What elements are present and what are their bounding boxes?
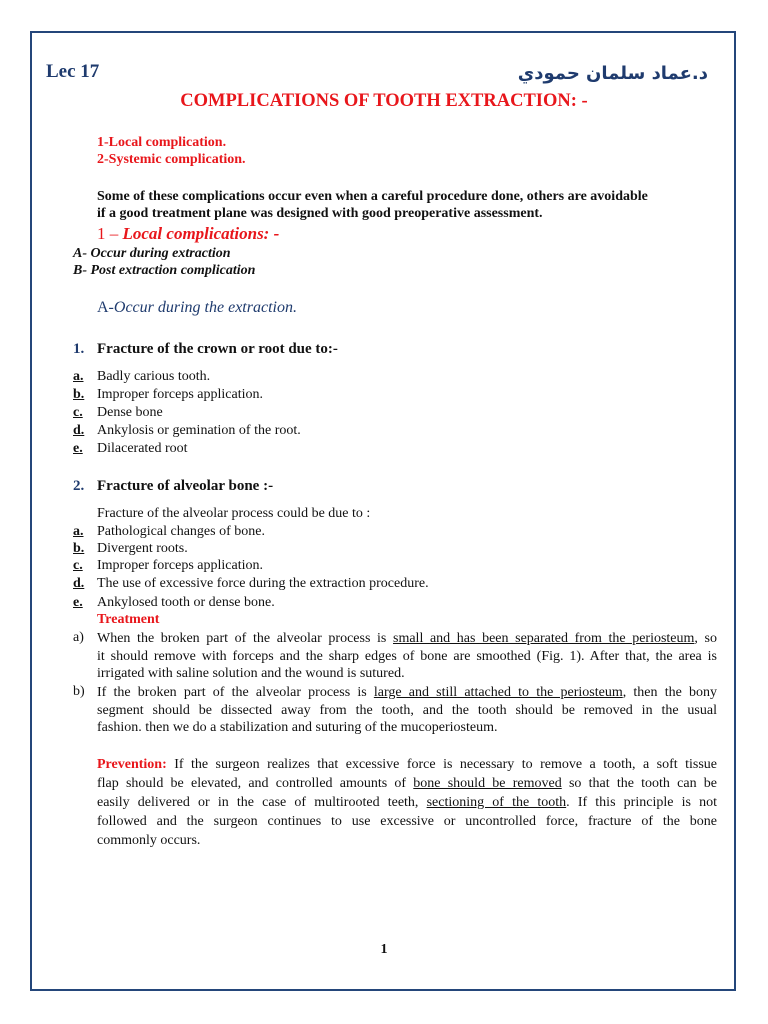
treatment-a-line-3: irrigated with saline solution and the wound is sutured.	[97, 666, 405, 681]
list-item	[73, 595, 275, 611]
list-item	[73, 441, 188, 457]
treatment-b-label: b)	[73, 684, 85, 699]
section-a-heading	[97, 299, 297, 317]
list-label: a.	[73, 524, 84, 539]
prevention-line-1	[97, 755, 717, 774]
text-span: When the broken part of the alveolar process is	[97, 631, 393, 646]
section-a-text: Occur during the extraction.	[113, 299, 297, 316]
treatment-heading: Treatment	[97, 612, 160, 627]
local-type-a: A- Occur during extraction	[73, 246, 231, 261]
list-item	[73, 405, 163, 421]
prevention-line-4: followed and the surgeon continues to use excessive or uncontrolled force, fracture of the bone	[97, 814, 717, 829]
item2-title: Fracture of alveolar bone :-	[97, 478, 274, 494]
text-span: If the broken part of the alveolar process is	[97, 685, 374, 700]
treatment-b-line-1	[97, 684, 717, 702]
list-text: Improper forceps application.	[97, 558, 263, 573]
list-label: e.	[73, 441, 83, 456]
list-label: c.	[73, 405, 83, 420]
list-text: Dense bone	[97, 405, 163, 420]
list-label: b.	[73, 387, 85, 402]
text-span: easily delivered or in the case of multirooted teeth,	[97, 795, 427, 810]
text-span: If the surgeon realizes that excessive force is necessary to remove a tooth, a soft tissue	[166, 757, 717, 772]
list-item	[73, 541, 188, 557]
text-span: , then the bony	[622, 685, 717, 700]
text-span: so that the tooth can be	[561, 776, 718, 791]
list-label: d.	[73, 576, 85, 591]
prevention-paragraph	[97, 755, 717, 850]
list-item	[73, 387, 263, 403]
item2-lead: Fracture of the alveolar process could be due to :	[97, 506, 371, 521]
treatment-a-line-1	[97, 630, 717, 648]
list-text: Dilacerated root	[97, 441, 188, 456]
list-label: d.	[73, 423, 85, 438]
intro-list-item-1: 1-Local complication.	[97, 135, 227, 150]
item2-number: 2.	[73, 478, 85, 494]
list-text: Ankylosis or gemination of the root.	[97, 423, 301, 438]
list-item	[73, 576, 429, 592]
local-heading-number: 1 –	[97, 224, 123, 243]
list-label: b.	[73, 541, 85, 556]
local-complications-heading	[97, 224, 279, 244]
treatment-a-line-2: it should remove with forceps and the sharp edges of bone are smoothed (Fig. 1). After that, the area is	[97, 648, 717, 664]
list-item	[73, 423, 301, 439]
item1-heading	[73, 341, 338, 358]
list-label: e.	[73, 595, 83, 610]
author-name: د.عماد سلمان حمودي	[517, 63, 708, 84]
intro-list-item-2: 2-Systemic complication.	[97, 152, 246, 167]
section-a-prefix: A-	[97, 299, 114, 316]
treatment-b-paragraph	[97, 684, 717, 737]
underlined-span: small and has been separated from the periosteum	[393, 631, 695, 646]
intro-text-line-2: if a good treatment plane was designed with good preoperative assessment.	[97, 206, 543, 221]
treatment-a-label: a)	[73, 630, 84, 645]
text-span: , so	[694, 631, 717, 646]
treatment-a-paragraph	[97, 630, 717, 683]
text-span: . If this principle is not	[566, 795, 717, 810]
treatment-b-line-2: segment should be dissected away from the tooth, and the tooth should be removed in the usual	[97, 702, 717, 718]
list-label: a.	[73, 369, 84, 384]
lecture-number: Lec 17	[46, 61, 100, 82]
item1-title: Fracture of the crown or root due to:-	[97, 341, 338, 357]
underlined-span: large and still attached to the periosteum	[373, 685, 623, 700]
treatment-b-line-3: fashion. then we do a stabilization and suturing of the mucoperiosteum.	[97, 720, 498, 735]
item2-heading	[73, 478, 273, 495]
prevention-line-3	[97, 793, 717, 812]
underlined-span: sectioning of the tooth	[426, 795, 567, 810]
list-text: The use of excessive force during the extraction procedure.	[97, 576, 429, 591]
list-item	[73, 369, 210, 385]
list-text: Pathological changes of bone.	[97, 524, 265, 539]
list-item	[73, 524, 265, 540]
item1-number: 1.	[73, 341, 85, 357]
list-text: Improper forceps application.	[97, 387, 263, 402]
prevention-line-2	[97, 774, 717, 793]
prevention-line-5: commonly occurs.	[97, 833, 201, 848]
prevention-label: Prevention:	[97, 757, 167, 772]
page-title: COMPLICATIONS OF TOOTH EXTRACTION: -	[180, 91, 588, 111]
page-number: 1	[380, 942, 388, 957]
list-text: Badly carious tooth.	[97, 369, 211, 384]
underlined-span: bone should be removed	[413, 776, 562, 791]
local-type-b: B- Post extraction complication	[73, 263, 256, 278]
list-item	[73, 558, 263, 574]
list-text: Ankylosed tooth or dense bone.	[97, 595, 275, 610]
local-heading-text: Local complications: -	[122, 224, 280, 243]
intro-text-line-1: Some of these complications occur even when a careful procedure done, others are avoidable	[97, 189, 648, 204]
text-span: flap should be elevated, and controlled amounts of	[97, 776, 414, 791]
list-text: Divergent roots.	[97, 541, 188, 556]
list-label: c.	[73, 558, 83, 573]
